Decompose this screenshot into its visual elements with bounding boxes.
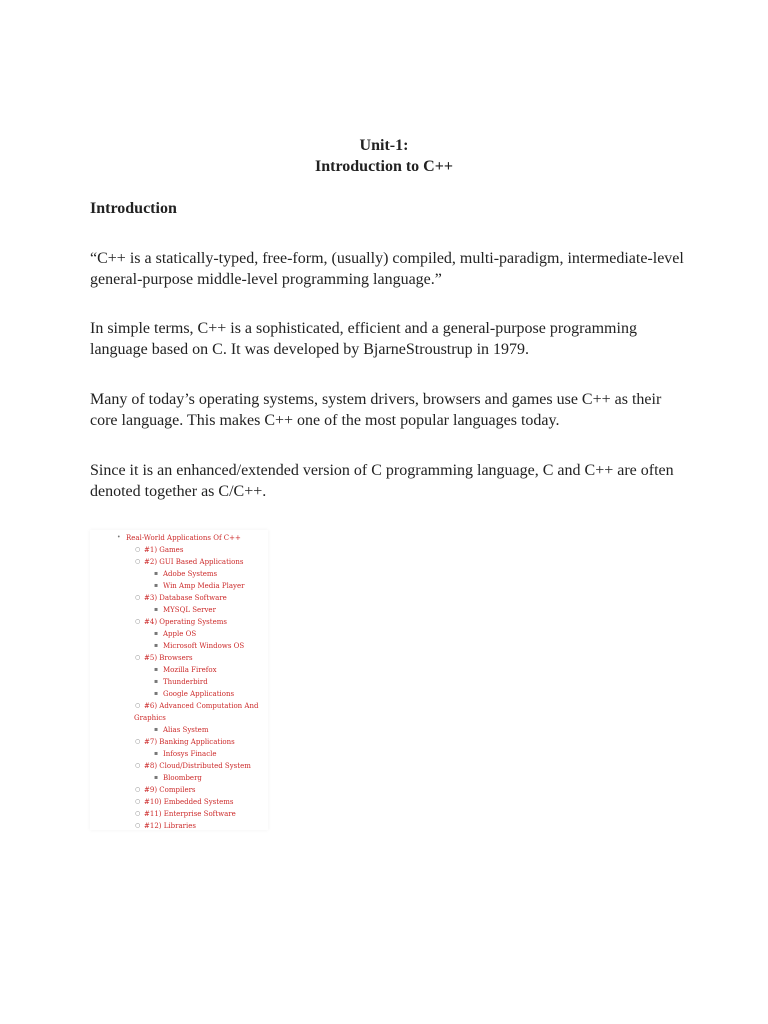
list-bullet: ▪ bbox=[154, 774, 159, 781]
list-bullet: ▪ bbox=[154, 570, 159, 577]
toc-item-link[interactable]: #10) Embedded Systems bbox=[144, 798, 234, 806]
list-bullet: ○ bbox=[135, 618, 141, 625]
list-bullet: ○ bbox=[135, 786, 141, 793]
toc-item-link[interactable]: #8) Cloud/Distributed System bbox=[144, 762, 251, 770]
toc-subitem-link[interactable]: Thunderbird bbox=[163, 678, 208, 686]
list-bullet: ○ bbox=[135, 702, 141, 709]
paragraph-usage: Many of today’s operating systems, system drivers, browsers and games use C++ as their core language. This makes C++ one of the most popular languages today. bbox=[90, 391, 662, 429]
toc-item-link[interactable]: #4) Operating Systems bbox=[144, 618, 227, 626]
list-bullet: ▪ bbox=[154, 726, 159, 733]
toc-item-link[interactable]: #3) Database Software bbox=[144, 594, 227, 602]
list-bullet: ○ bbox=[135, 810, 141, 817]
list-bullet: • bbox=[117, 534, 121, 541]
list-bullet: ○ bbox=[135, 822, 141, 829]
list-bullet: ○ bbox=[135, 654, 141, 661]
toc-item-link-continued[interactable]: Graphics bbox=[134, 714, 166, 722]
list-bullet: ▪ bbox=[154, 606, 159, 613]
list-bullet: ○ bbox=[135, 762, 141, 769]
toc-item-link[interactable]: #11) Enterprise Software bbox=[144, 810, 236, 818]
toc-subitem-link[interactable]: Infosys Finacle bbox=[163, 750, 217, 758]
list-bullet: ▪ bbox=[154, 678, 159, 685]
list-bullet: ▪ bbox=[154, 666, 159, 673]
toc-subitem-link[interactable]: Alias System bbox=[163, 726, 209, 734]
list-bullet: ▪ bbox=[154, 642, 159, 649]
toc-item-link[interactable]: #5) Browsers bbox=[144, 654, 193, 662]
applications-list-image bbox=[90, 530, 268, 830]
unit-title-line1: Unit-1: bbox=[359, 137, 409, 154]
toc-item-link[interactable]: #1) Games bbox=[144, 546, 184, 554]
toc-subitem-link[interactable]: Win Amp Media Player bbox=[163, 582, 245, 590]
list-bullet: ○ bbox=[135, 546, 141, 553]
toc-item-link[interactable]: #12) Libraries bbox=[144, 822, 196, 830]
unit-title-line2: Introduction to C++ bbox=[315, 158, 453, 175]
toc-subitem-link[interactable]: Microsoft Windows OS bbox=[163, 642, 245, 650]
paragraph-definition: “C++ is a statically-typed, free-form, (usually) compiled, multi-paradigm, intermediate-level general-purpose middle-level programming language.” bbox=[90, 250, 684, 288]
section-heading: Introduction bbox=[90, 200, 177, 217]
paragraph-c-cpp: Since it is an enhanced/extended version of C programming language, C and C++ are often denoted together as C/C++. bbox=[90, 462, 674, 500]
toc-item-link[interactable]: #6) Advanced Computation And bbox=[144, 702, 259, 710]
paragraph-simple-terms: In simple terms, C++ is a sophisticated, efficient and a general-purpose programming language based on C. It was developed by BjarneStroustrup in 1979. bbox=[90, 320, 637, 358]
list-bullet: ▪ bbox=[154, 690, 159, 697]
toc-item-link[interactable]: #9) Compilers bbox=[144, 786, 196, 794]
list-bullet: ○ bbox=[135, 798, 141, 805]
toc-subitem-link[interactable]: Apple OS bbox=[163, 630, 197, 638]
list-bullet: ○ bbox=[135, 594, 141, 601]
list-bullet: ○ bbox=[135, 738, 141, 745]
toc-item-link[interactable]: #7) Banking Applications bbox=[144, 738, 235, 746]
toc-root-link[interactable]: Real-World Applications Of C++ bbox=[126, 534, 241, 542]
list-bullet: ○ bbox=[135, 558, 141, 565]
toc-subitem-link[interactable]: Google Applications bbox=[163, 690, 235, 698]
list-bullet: ▪ bbox=[154, 630, 159, 637]
toc-subitem-link[interactable]: Mozilla Firefox bbox=[163, 666, 217, 674]
list-bullet: ▪ bbox=[154, 582, 159, 589]
toc-item-link[interactable]: #2) GUI Based Applications bbox=[144, 558, 244, 566]
toc-subitem-link[interactable]: MYSQL Server bbox=[163, 606, 216, 614]
toc-subitem-link[interactable]: Adobe Systems bbox=[163, 570, 218, 578]
unit-title bbox=[0, 135, 768, 177]
toc-subitem-link[interactable]: Bloomberg bbox=[163, 774, 202, 782]
list-bullet: ▪ bbox=[154, 750, 159, 757]
